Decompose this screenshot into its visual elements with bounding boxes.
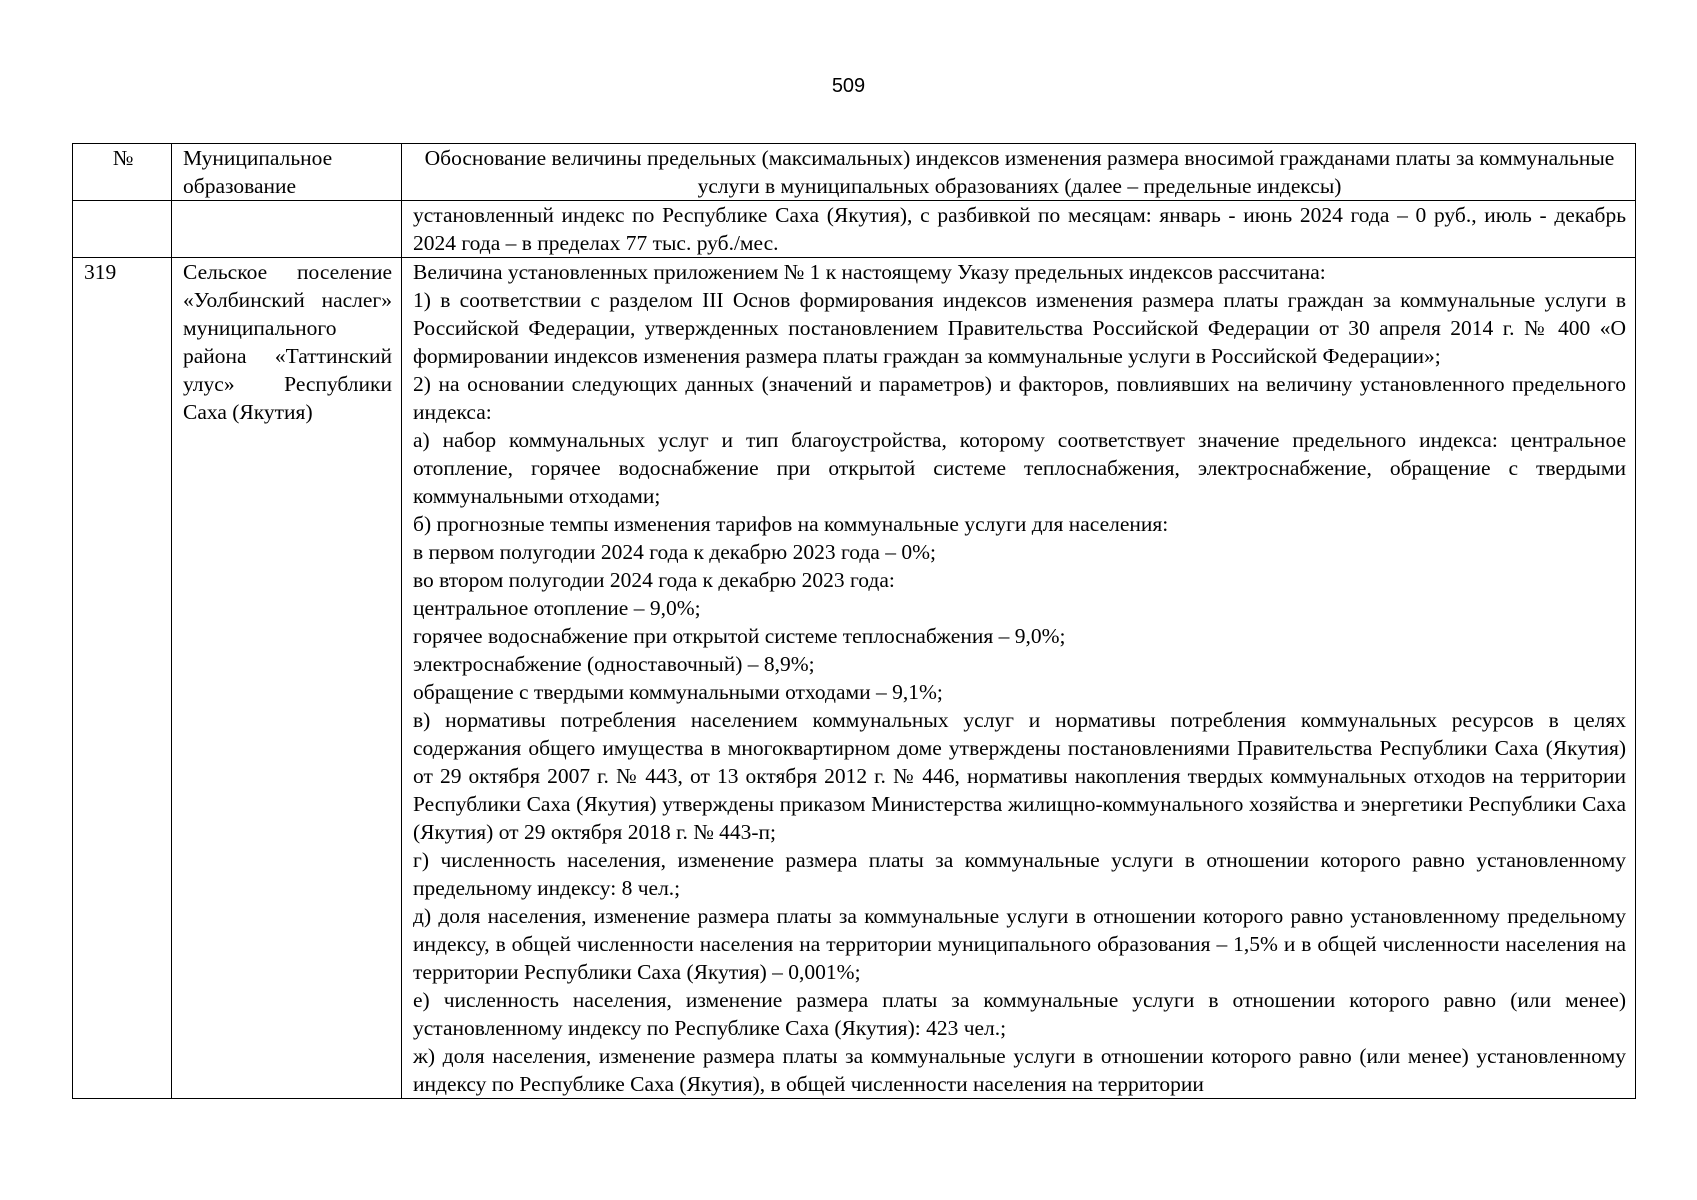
header-number: № bbox=[73, 144, 172, 201]
justification-paragraph: ж) доля населения, изменение размера платы за коммунальные услуги в отношении которого равно (или менее) установленному индексу по Республике Саха (Якутия), в общей численности населения на территории bbox=[413, 1044, 1626, 1096]
justification-table bbox=[72, 143, 1636, 1099]
header-municipality: Муниципальное образование bbox=[172, 144, 402, 201]
justification-paragraph: г) численность населения, изменение размера платы за коммунальные услуги в отношении которого равно установленному предельному индексу: 8 чел.; bbox=[413, 848, 1626, 900]
cell-number: 319 bbox=[73, 258, 172, 1099]
justification-paragraph: в первом полугодии 2024 года к декабрю 2023 года – 0%; bbox=[413, 540, 936, 564]
table-row-319 bbox=[73, 258, 1636, 1099]
cell-municipality bbox=[172, 201, 402, 258]
table-header-row bbox=[73, 144, 1636, 201]
justification-paragraph: д) доля населения, изменение размера платы за коммунальные услуги в отношении которого равно установленному предельному индексу, в общей численности населения на территории муниципального образования – 1,5% и в общей численности населения на территории Республики Саха (Якутия) – 0,001%; bbox=[413, 904, 1626, 984]
justification-paragraph: обращение с твердыми коммунальными отходами – 9,1%; bbox=[413, 680, 943, 704]
cell-justification: установленный индекс по Республике Саха (Якутия), с разбивкой по месяцам: январь - июнь 2024 года – 0 руб., июль - декабрь 2024 года – в пределах 77 тыс. руб./мес. bbox=[402, 201, 1636, 258]
justification-paragraph: центральное отопление – 9,0%; bbox=[413, 596, 701, 620]
justification-paragraph: 1) в соответствии с разделом III Основ формирования индексов изменения размера платы граждан за коммунальные услуги в Российской Федерации, утвержденных постановлением Правительства Российской Федерации от 30 апреля 2014 г. № 400 «О формировании индексов изменения размера платы граждан за коммунальные услуги в Российской Федерации»; bbox=[413, 288, 1626, 368]
header-justification: Обоснование величины предельных (максимальных) индексов изменения размера вносимой гражданами платы за коммунальные услуги в муниципальных образованиях (далее – предельные индексы) bbox=[402, 144, 1636, 201]
justification-paragraph: электроснабжение (одноставочный) – 8,9%; bbox=[413, 652, 815, 676]
justification-paragraph: горячее водоснабжение при открытой системе теплоснабжения – 9,0%; bbox=[413, 624, 1066, 648]
justification-paragraph: е) численность населения, изменение размера платы за коммунальные услуги в отношении которого равно (или менее) установленному индексу по Республике Саха (Якутия): 423 чел.; bbox=[413, 988, 1626, 1040]
page-number: 509 bbox=[831, 75, 866, 97]
justification-paragraph: а) набор коммунальных услуг и тип благоустройства, которому соответствует значение предельного индекса: центральное отопление, горячее водоснабжение при открытой системе теплоснабжения, электроснабжение, обращение с твердыми коммунальными отходами; bbox=[413, 428, 1626, 508]
table-row-continuation bbox=[73, 201, 1636, 258]
cell-justification bbox=[402, 258, 1636, 1099]
justification-paragraph: во втором полугодии 2024 года к декабрю 2023 года: bbox=[413, 568, 895, 592]
justification-paragraph: 2) на основании следующих данных (значений и параметров) и факторов, повлиявших на величину установленного предельного индекса: bbox=[413, 372, 1626, 424]
cell-municipality: Сельское поселение «Уолбинский наслег» муниципального района «Таттинский улус» Республики Саха (Якутия) bbox=[172, 258, 402, 1099]
justification-paragraph: Величина установленных приложением № 1 к настоящему Указу предельных индексов рассчитана: bbox=[413, 260, 1326, 284]
justification-paragraph: в) нормативы потребления населением коммунальных услуг и нормативы потребления коммунальных ресурсов в целях содержания общего имущества в многоквартирном доме утверждены постановлениями Правительства Республики Саха (Якутия) от 29 октября 2007 г. № 443, от 13 октября 2012 г. № 446, нормативы накопления твердых коммунальных отходов на территории Республики Саха (Якутия) утверждены приказом Министерства жилищно-коммунального хозяйства и энергетики Республики Саха (Якутия) от 29 октября 2018 г. № 443-п; bbox=[413, 708, 1626, 844]
cell-number bbox=[73, 201, 172, 258]
justification-paragraph: б) прогнозные темпы изменения тарифов на коммунальные услуги для населения: bbox=[413, 512, 1169, 536]
